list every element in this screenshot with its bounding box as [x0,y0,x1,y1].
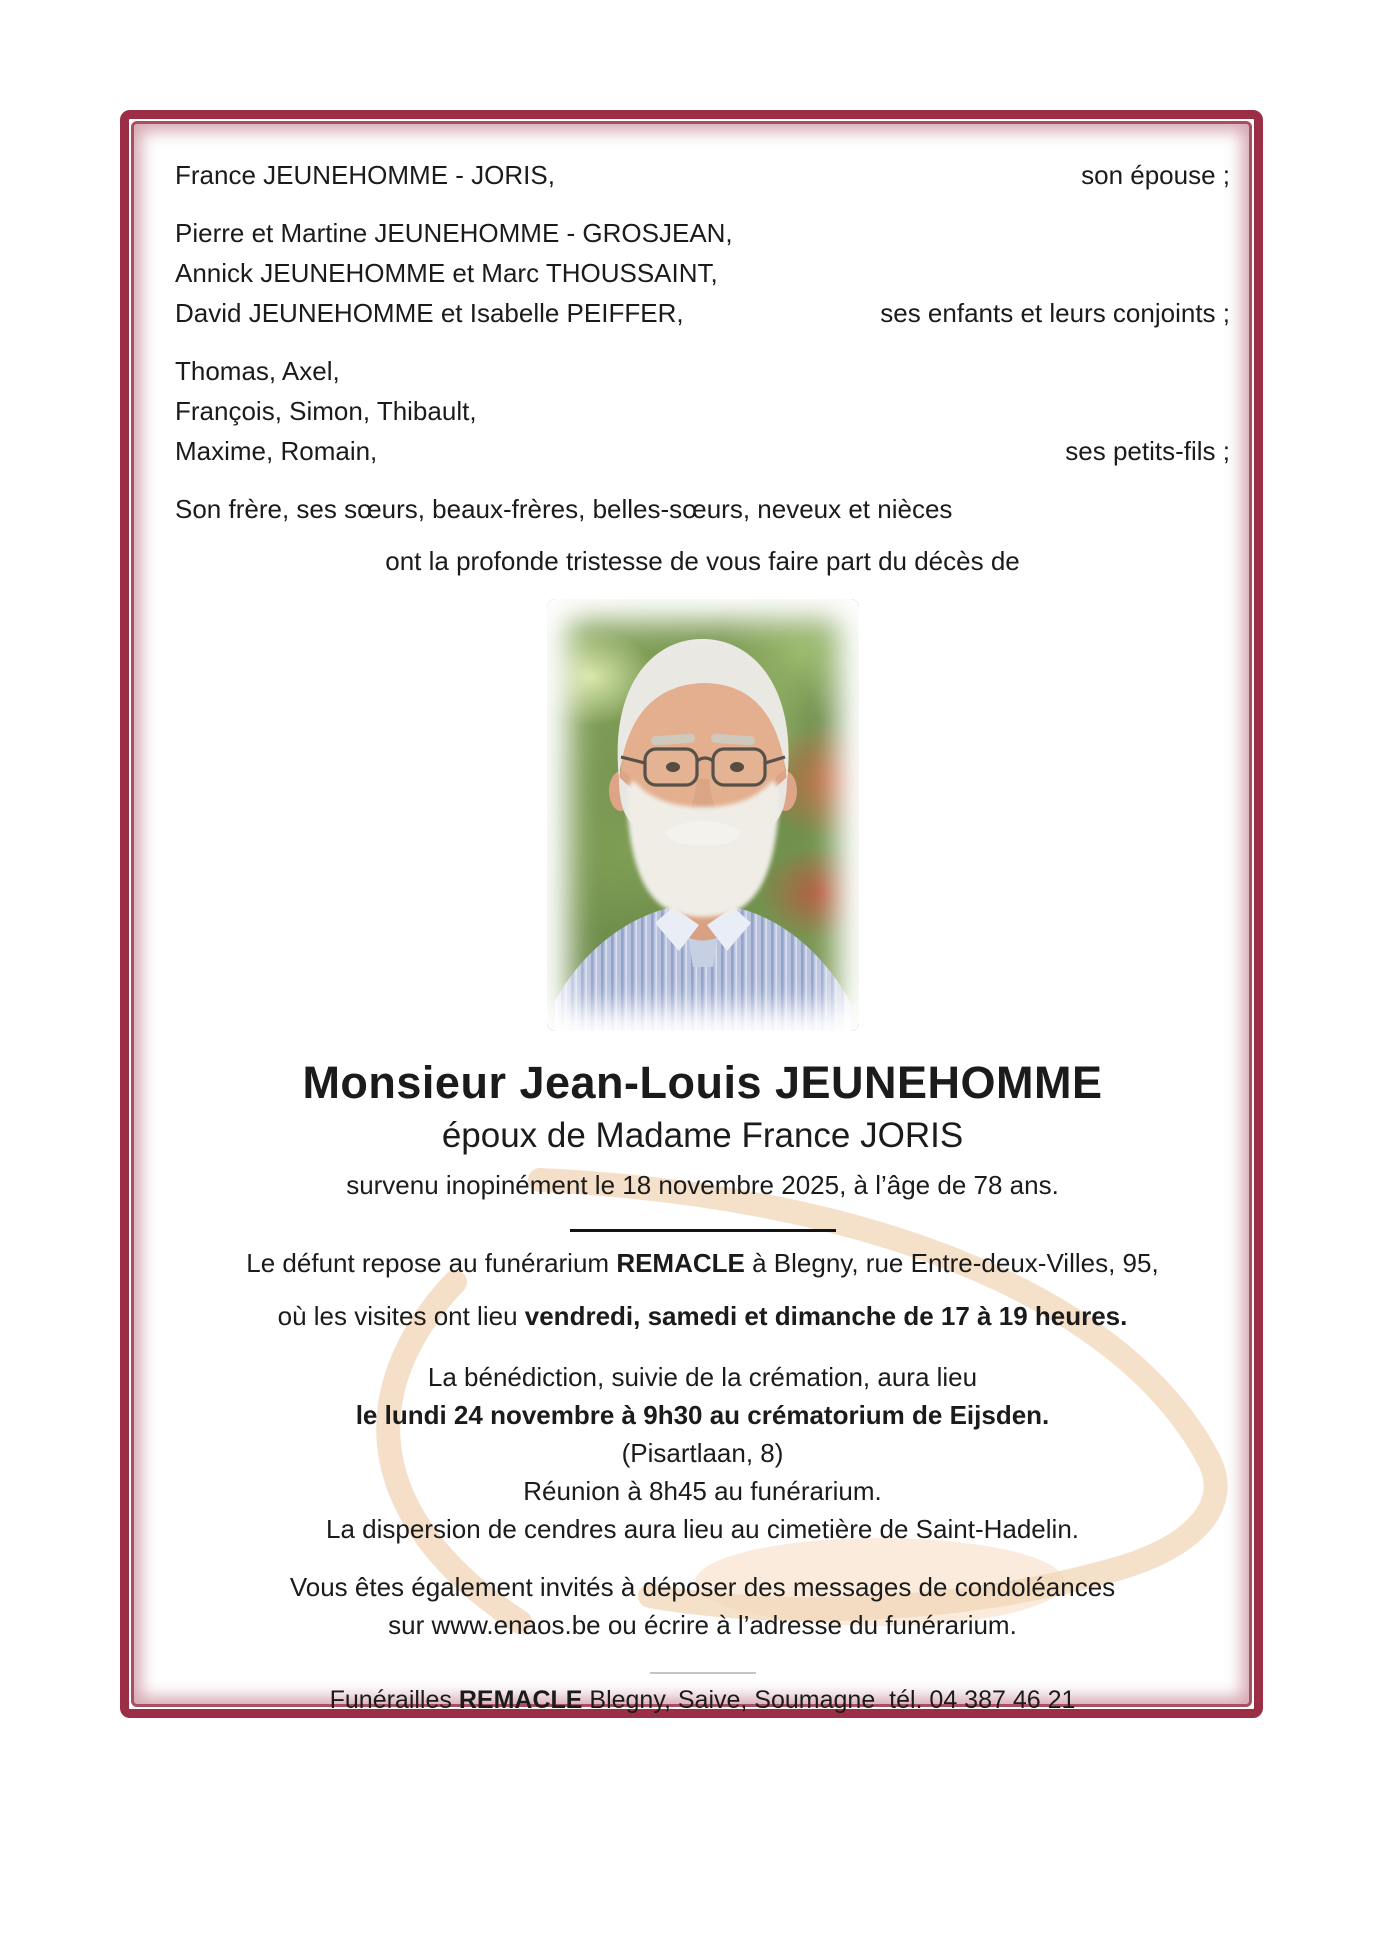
repose-text: Le défunt repose au funérarium [246,1248,617,1278]
deceased-spouse-line: époux de Madame France JORIS [441,1116,964,1155]
visits-line [175,1295,1230,1338]
footer-divider [650,1672,756,1674]
grandson-line: Maxime, Romain, [175,436,378,466]
announcement-content [129,119,1254,1714]
grandson-line: Thomas, Axel, [175,356,340,386]
funeral-home-name: REMACLE [616,1248,745,1278]
relation-label-grandsons: ses petits-fils ; [1065,436,1230,466]
family-group-children [175,213,1230,333]
death-details-line: survenu inopinément le 18 novembre 2025, à l’âge de 78 ans. [346,1170,1059,1200]
relation-label-children: ses enfants et leurs conjoints ; [880,298,1230,328]
family-line-spouse [175,155,1230,195]
portrait-photo [547,599,859,1031]
decorative-border-frame [120,110,1263,1718]
children-names [175,213,733,333]
dispersion-line: La dispersion de cendres aura lieu au cimetière de Saint-Hadelin. [326,1514,1079,1544]
child-line: Annick JEUNEHOMME et Marc THOUSSAINT, [175,258,718,288]
deceased-name-title: Monsieur Jean-Louis JEUNEHOMME [302,1057,1103,1108]
spouse-name: France JEUNEHOMME - JORIS, [175,160,555,190]
cremation-line: le lundi 24 novembre à 9h30 au crématorium de Eijsden. [355,1400,1050,1430]
visits-text: où les visites ont lieu [277,1301,525,1331]
footer-text-end: Blegny, Saive, Soumagne tél. 04 387 46 21 [582,1686,1076,1714]
relation-label-spouse: son épouse ; [1081,160,1230,190]
visits-schedule: vendredi, samedi et dimanche de 17 à 19 heures. [524,1301,1128,1331]
siblings-line: Son frère, ses sœurs, beaux-frères, belles-sœurs, neveux et nièces [175,494,953,524]
intro-line: ont la profonde tristesse de vous faire part du décès de [385,546,1020,576]
child-line: Pierre et Martine JEUNEHOMME - GROSJEAN, [175,218,733,248]
grandsons-names [175,351,477,471]
condolences-line-2: sur www.enaos.be ou écrire à l’adresse du funérarium. [388,1610,1017,1640]
repose-text-end: à Blegny, rue Entre-deux-Villes, 95, [744,1248,1159,1278]
grandson-line: François, Simon, Thibault, [175,396,477,426]
reunion-line: Réunion à 8h45 au funérarium. [523,1476,882,1506]
address-line: (Pisartlaan, 8) [621,1438,784,1468]
portrait-illustration [547,599,859,1031]
footer-funeral-home-name: REMACLE [458,1686,583,1714]
footer-text: Funérailles [329,1686,459,1714]
child-line: David JEUNEHOMME et Isabelle PEIFFER, [175,298,684,328]
benediction-line: La bénédiction, suivie de la crémation, aura lieu [427,1362,978,1392]
repose-line [175,1242,1230,1285]
footer-line [175,1682,1230,1718]
condolences-line-1: Vous êtes également invités à déposer des messages de condoléances [289,1572,1116,1602]
section-divider [570,1229,836,1232]
family-group-grandsons [175,351,1230,471]
